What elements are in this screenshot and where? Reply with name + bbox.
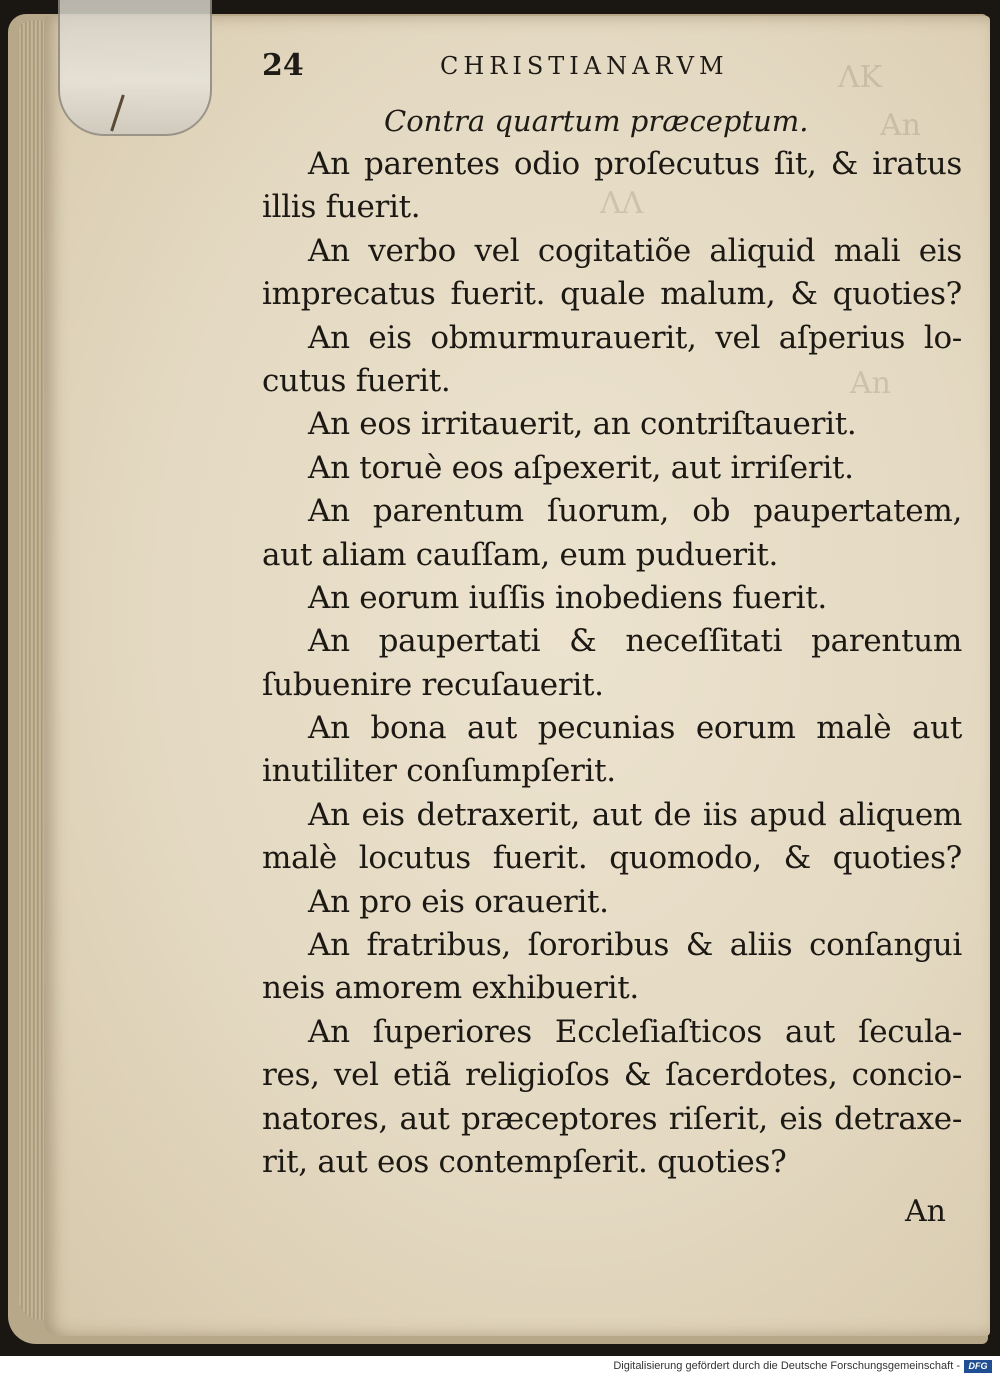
text-line: An eorum iuſſis inobediens fuerit. — [308, 579, 827, 616]
text-line: cutus fuerit. — [262, 362, 451, 399]
text-line: An parentum ſuorum, ob paupertatem, — [308, 493, 962, 530]
bleed-through-text: ΛΚ — [838, 60, 883, 95]
text-line: An bona aut pecunias eorum malè aut — [308, 710, 962, 747]
text-line: An paupertati & neceſſitati parentum — [308, 623, 962, 660]
text-line: rit, aut eos contempſerit. quoties? — [262, 1143, 787, 1180]
text-line: An parentes odio proſecutus ſit, & iratus — [308, 146, 962, 182]
text-line: An ſuperiores Eccleſiaſticos aut ſecula- — [308, 1013, 962, 1050]
page-header — [0, 48, 1000, 88]
text-line: An eis detraxerit, aut de iis apud aliquem — [308, 796, 962, 833]
running-title: CHRISTIANARVM — [440, 52, 729, 80]
text-line: neis amorem exhibuerit. — [262, 970, 639, 1007]
text-line: An verbo vel cogitatiõe aliquid mali eis — [308, 232, 962, 269]
text-line: aut aliam cauſſam, eum puduerit. — [262, 536, 779, 573]
bleed-through-text: An — [880, 108, 921, 143]
catchword: An — [905, 1194, 946, 1229]
text-line: malè locutus fuerit. quomodo, & quoties? — [262, 840, 962, 877]
funding-credit: Digitalisierung gefördert durch die Deutsche Forschungsgemeinschaft - — [613, 1360, 960, 1372]
text-line: An pro eis orauerit. — [308, 883, 609, 920]
text-line: ſubuenire recuſauerit. — [262, 666, 604, 703]
bleed-through-text: ΛΛ — [600, 186, 644, 221]
bleed-through-text: An — [850, 366, 891, 401]
text-line: An fratribus, ſororibus & aliis conſangui — [308, 927, 962, 964]
text-line: illis fuerit. — [262, 189, 421, 226]
text-line: imprecatus fuerit. quale malum, & quoties? — [262, 276, 962, 313]
text-line: inutiliter conſumpſerit. — [262, 753, 616, 790]
dfg-logo-icon: DFG — [964, 1360, 992, 1373]
text-line: An toruè eos aſpexerit, aut irriſerit. — [308, 449, 854, 486]
text-line: An eis obmurmurauerit, vel aſperius lo- — [308, 319, 962, 356]
section-title: Contra quartum præceptum. — [384, 104, 809, 138]
page-number: 24 — [262, 48, 304, 83]
page-body — [262, 143, 962, 1184]
text-line: natores, aut præceptores riſerit, eis detraxe- — [262, 1100, 962, 1137]
text-line: An eos irritauerit, an contriſtauerit. — [308, 406, 857, 443]
text-line: res, vel etiã religioſos & ſacerdotes, concio- — [262, 1057, 962, 1094]
footer-bar — [0, 1356, 1000, 1378]
